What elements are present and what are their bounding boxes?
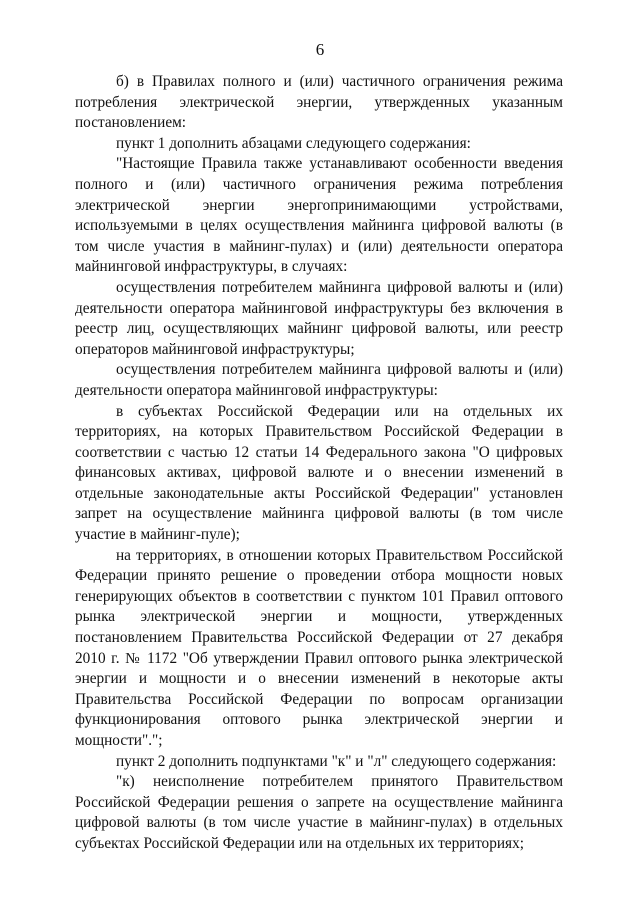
paragraph-without-registry: осуществления потребителем майнинга цифровой валюты и (или) деятельности оператора майнинговой инфраструктуры без включения в реестр лиц, осуществляющих майнинг цифровой валюты, или реестр операторов майнинговой инфраструктуры;	[75, 278, 563, 358]
paragraph-prohibited-regions: в субъектах Российской Федерации или на отдельных их территориях, на которых Правительством Российской Федерации в соответствии с частью 12 статьи 14 Федерального закона "О цифровых финансовых активах, цифровой валюте и о внесении изменений в отдельные законодательные акты Российской Федерации" установлен запрет на осуществление майнинга цифровой валюты (в том числе участие в майнинг-пуле);	[75, 402, 563, 544]
paragraph-mining-activity: осуществления потребителем майнинга цифровой валюты и (или) деятельности оператора майнинговой инфраструктуры:	[75, 361, 563, 399]
paragraph-subpoint-k: "к) неисполнение потребителем принятого Правительством Российской Федерации решения о запрете на осуществление майнинга цифровой валюты (в том числе участие в майнинг-пулах) в отдельных субъектах Российской Федерации или на отдельных их территориях;	[75, 773, 563, 852]
paragraph-point-2: пункт 2 дополнить подпунктами "к" и "л" следующего содержания:	[116, 752, 557, 770]
paragraph-capacity-selection: на территориях, в отношении которых Правительством Российской Федерации принято решение о проведении отбора мощности новых генерирующих объектов в соответствии с пунктом 101 Правил оптового рынка электрической энергии и мощности, утвержденных постановлением Правительства Российской Федерации от 27 декабря 2010 г. № 1172 "Об утверждении Правил оптового рынка электрической энергии и мощности и о внесении изменений в некоторые акты Правительства Российской Федерации по вопросам организации функционирования оптового рынка электрической энергии и мощности".";	[75, 546, 563, 749]
paragraph-point-1: пункт 1 дополнить абзацами следующего содержания:	[116, 134, 471, 152]
paragraph-rules-scope: "Настоящие Правила также устанавливают особенности введения полного и (или) частичного ограничения режима потребления электрической энергии энергопринимающими устройствами, используемыми в целях осуществления майнинга цифровой валюты (в том числе участия в майнинг-пулах) и (или) деятельности оператора майнинговой инфраструктуры, в случаях:	[75, 155, 563, 276]
paragraph-rules-amendment: б) в Правилах полного и (или) частичного ограничения режима потребления электрической энергии, утвержденных указанным постановлением:	[75, 73, 563, 132]
page-number: 6	[315, 40, 325, 59]
document-body	[75, 72, 563, 855]
